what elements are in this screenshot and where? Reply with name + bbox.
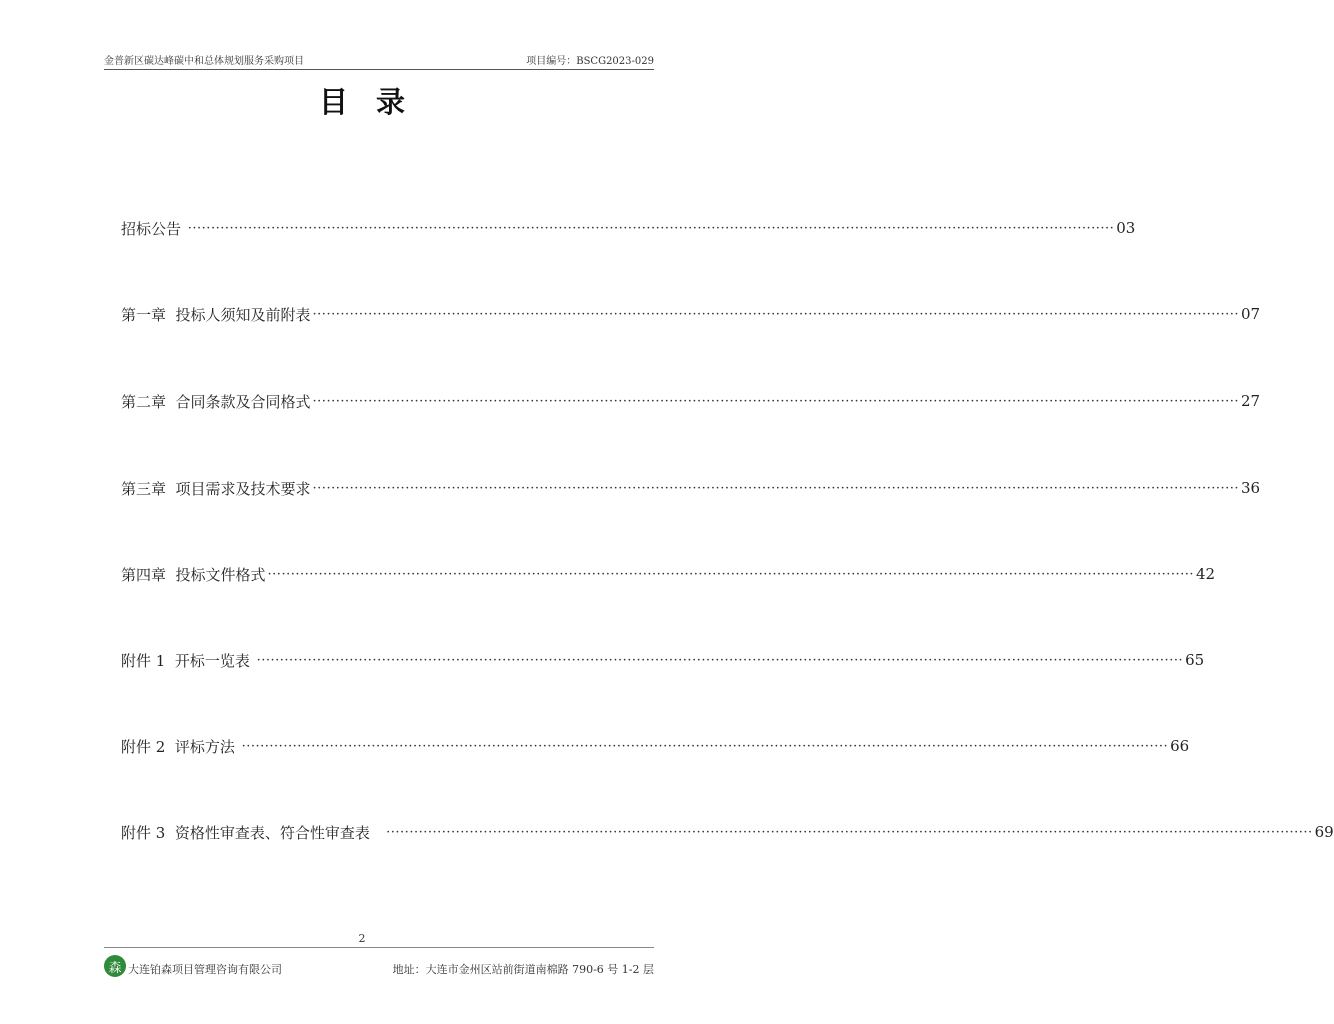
toc-entry-label: 第二章 合同条款及合同格式 [121, 392, 311, 411]
toc-entry[interactable] [121, 476, 1261, 500]
toc-entry[interactable] [121, 820, 1334, 844]
toc-leader-dots: ········································································································································································································ [256, 652, 1184, 668]
toc-leader-dots: ········································································································································································································ [187, 220, 1115, 236]
toc-leader-dots: ········································································································································································································ [312, 306, 1240, 322]
toc-leader-dots: ········································································································································································································ [241, 738, 1169, 754]
toc-entry-page: 65 [1185, 651, 1205, 669]
page-header [104, 51, 654, 70]
toc-entry-label: 附件 2 评标方法 [121, 737, 240, 756]
header-project-name: 金普新区碳达峰碳中和总体规划服务采购项目 [104, 56, 304, 67]
footer-company-name: 大连铂森项目管理咨询有限公司 [128, 963, 282, 976]
toc-entry-page: 03 [1116, 219, 1136, 237]
toc-leader-dots: ········································································································································································································ [312, 480, 1240, 496]
toc-entry[interactable] [121, 648, 1205, 672]
toc-entry[interactable] [121, 216, 1136, 240]
toc-leader-dots: ········································································································································································································ [386, 824, 1313, 840]
toc-leader-dots: ········································································································································································································ [267, 566, 1195, 582]
toc-entry-page: 27 [1241, 392, 1261, 410]
header-project-code: 项目编号：BSCG2023-029 [526, 56, 654, 67]
toc-entry[interactable] [121, 562, 1216, 586]
toc-leader-dots: ········································································································································································································ [312, 393, 1240, 409]
toc-entry-label: 第四章 投标文件格式 [121, 565, 266, 584]
page-title: 目录 [318, 85, 433, 119]
toc-entry-label: 第一章 投标人须知及前附表 [121, 305, 311, 324]
toc-entry[interactable] [121, 389, 1261, 413]
footer-company-block [104, 961, 282, 977]
toc-entry-label: 附件 1 开标一览表 [121, 651, 255, 670]
toc-entry-label: 附件 3 资格性审查表、符合性审查表 [121, 823, 385, 842]
toc-entry-page: 42 [1196, 565, 1216, 583]
toc-entry-page: 69 [1314, 823, 1334, 841]
footer-address: 地址：大连市金州区站前街道南棉路 790-6 号 1-2 层 [392, 963, 654, 976]
company-logo-icon: 森 [104, 955, 126, 977]
footer-divider [104, 947, 654, 948]
toc-entry-page: 36 [1241, 479, 1261, 497]
toc-entry-label: 招标公告 [121, 219, 186, 238]
page-number: 2 [358, 932, 366, 945]
toc-entry-page: 66 [1170, 737, 1190, 755]
page-footer [104, 958, 654, 980]
toc-entry-label: 第三章 项目需求及技术要求 [121, 479, 311, 498]
toc-entry-page: 07 [1241, 305, 1261, 323]
toc-entry[interactable] [121, 734, 1190, 758]
toc-entry[interactable] [121, 302, 1261, 326]
